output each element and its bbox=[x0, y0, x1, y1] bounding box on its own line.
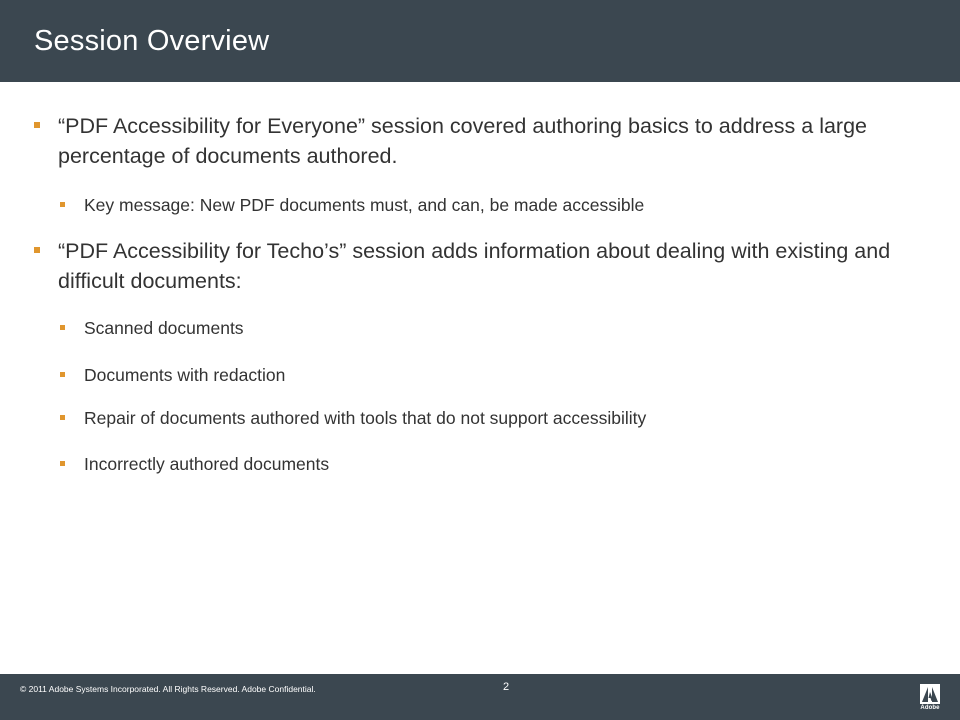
sub-bullet-text: Documents with redaction bbox=[84, 365, 286, 385]
adobe-logo-icon bbox=[920, 684, 940, 704]
adobe-wordmark: Adobe bbox=[920, 705, 940, 711]
bullet-item-2 bbox=[58, 236, 938, 296]
bullet-square-icon bbox=[34, 247, 40, 253]
sub-bullet-item-2-2 bbox=[84, 364, 944, 386]
bullet-square-icon bbox=[60, 372, 65, 377]
copyright-text: © 2011 Adobe Systems Incorporated. All Rights Reserved. Adobe Confidential. bbox=[20, 684, 316, 694]
bullet-text: “PDF Accessibility for Techo’s” session adds information about dealing with existing and difficult documents: bbox=[58, 239, 891, 293]
sub-bullet-item-1-1 bbox=[84, 194, 944, 216]
sub-bullet-text: Scanned documents bbox=[84, 318, 244, 338]
slide-title: Session Overview bbox=[34, 25, 270, 57]
bullet-square-icon bbox=[34, 122, 40, 128]
footer-bar bbox=[0, 674, 960, 720]
sub-bullet-text: Repair of documents authored with tools that do not support accessibility bbox=[84, 408, 647, 428]
bullet-square-icon bbox=[60, 202, 65, 207]
bullet-text: “PDF Accessibility for Everyone” session covered authoring basics to address a large percentage of documents authored. bbox=[58, 114, 868, 168]
page-number: 2 bbox=[503, 681, 510, 693]
sub-bullet-item-2-1 bbox=[84, 317, 944, 339]
adobe-logo bbox=[912, 674, 956, 720]
bullet-square-icon bbox=[60, 461, 65, 466]
sub-bullet-item-2-3 bbox=[84, 407, 944, 429]
bullet-item-1 bbox=[58, 111, 938, 171]
sub-bullet-item-2-4 bbox=[84, 453, 944, 475]
bullet-square-icon bbox=[60, 415, 65, 420]
sub-bullet-text: Incorrectly authored documents bbox=[84, 454, 330, 474]
bullet-square-icon bbox=[60, 325, 65, 330]
sub-bullet-text: Key message: New PDF documents must, and can, be made accessible bbox=[84, 195, 645, 215]
